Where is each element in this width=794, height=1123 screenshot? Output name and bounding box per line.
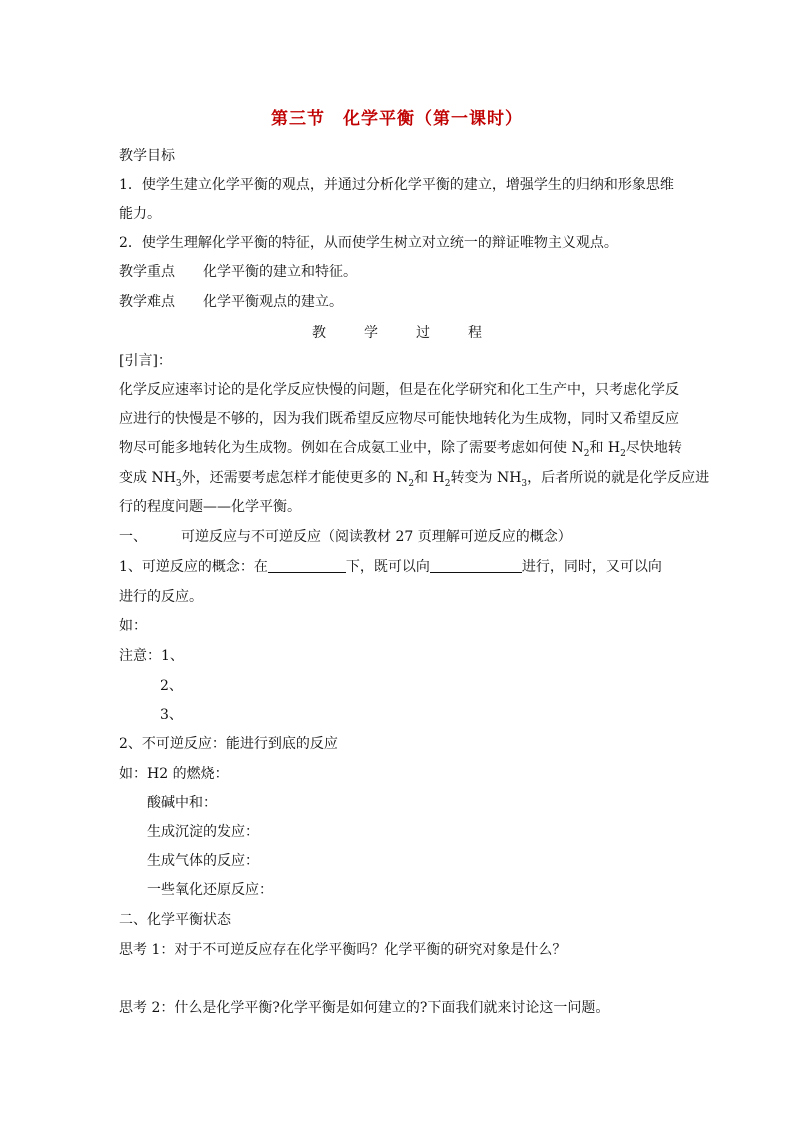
irreversible-definition: 2、不可逆反应：能进行到底的反应 bbox=[119, 736, 338, 752]
key-point-text: 化学平衡的建立和特征。 bbox=[203, 264, 357, 280]
intro-4-part-e: ，后者所说的就是化学反应进 bbox=[527, 470, 710, 486]
intro-4-part-d: 转变为 NH bbox=[450, 470, 522, 486]
process-heading: 教学过程 bbox=[312, 325, 520, 341]
irreversible-example-3: 生成沉淀的发应： bbox=[147, 824, 259, 840]
objectives-heading: 教学目标 bbox=[119, 148, 175, 164]
page-title: 第三节 化学平衡（第一课时） bbox=[271, 109, 523, 129]
irreversible-example-2: 酸碱中和： bbox=[147, 795, 217, 811]
difficulty-label: 教学难点 bbox=[119, 294, 175, 310]
subscript: 3 bbox=[175, 478, 182, 489]
intro-line-3 bbox=[119, 438, 682, 464]
intro-4-part-b: 外，还需要考虑怎样才能使更多的 N bbox=[181, 470, 409, 486]
think-question-2: 思考 2：什么是化学平衡?化学平衡是如何建立的?下面我们就来讨论这一问题。 bbox=[119, 1000, 610, 1016]
reversible-definition bbox=[119, 557, 662, 577]
objective-2: 2．使学生理解化学平衡的特征，从而使学生树立对立统一的辩证唯物主义观点。 bbox=[119, 235, 618, 251]
irreversible-example-4: 生成气体的反应： bbox=[147, 853, 259, 869]
example-label: 如： bbox=[119, 618, 147, 634]
section-2-heading: 二、化学平衡状态 bbox=[119, 912, 231, 928]
reversible-part-a: 1、可逆反应的概念：在 bbox=[119, 559, 268, 575]
fill-blank-condition[interactable] bbox=[268, 558, 346, 573]
intro-label: [引言]： bbox=[119, 353, 172, 369]
subscript: 2 bbox=[620, 448, 626, 459]
key-point-row bbox=[119, 262, 357, 282]
section-1-number: 一、 bbox=[119, 529, 147, 545]
section-1-heading bbox=[119, 527, 572, 547]
subscript: 2 bbox=[444, 478, 451, 489]
intro-3-part-b: 和 H bbox=[589, 440, 621, 456]
intro-line-1: 化学反应速率讨论的是化学反应快慢的问题，但是在化学研究和化工生产中，只考虑化学反 bbox=[119, 382, 679, 398]
reversible-part-b: 下，既可以向 bbox=[345, 559, 430, 575]
intro-3-part-a: 物尽可能多地转化为生成物。例如在合成氨工业中，除了需要考虑如何使 N bbox=[119, 440, 584, 456]
subscript: 3 bbox=[521, 478, 528, 489]
intro-4-part-c: 和 H bbox=[414, 470, 445, 486]
difficulty-text: 化学平衡观点的建立。 bbox=[203, 294, 343, 310]
objective-1-line-1: 1．使学生建立化学平衡的观点，并通过分析化学平衡的建立，增强学生的归纳和形象思维 bbox=[119, 177, 674, 193]
intro-line-4 bbox=[119, 468, 709, 494]
note-1: 注意：1、 bbox=[119, 648, 184, 664]
reversible-part-c: 进行，同时，又可以向 bbox=[521, 559, 662, 575]
subscript: 2 bbox=[408, 478, 415, 489]
subscript: 2 bbox=[583, 448, 590, 459]
reversible-definition-end: 进行的反应。 bbox=[119, 589, 203, 605]
note-3: 3、 bbox=[160, 707, 183, 723]
irreversible-example-5: 一些氧化还原反应： bbox=[147, 882, 273, 898]
think-question-1: 思考 1：对于不可逆反应存在化学平衡吗？化学平衡的研究对象是什么？ bbox=[119, 942, 567, 958]
intro-4-part-a: 变成 NH bbox=[119, 470, 176, 486]
key-point-label: 教学重点 bbox=[119, 264, 175, 280]
intro-line-2: 应进行的快慢是不够的，因为我们既希望反应物尽可能快地转化为生成物，同时又希望反应 bbox=[119, 411, 679, 427]
intro-3-part-c: 尽快地转 bbox=[625, 440, 682, 456]
fill-blank-direction[interactable] bbox=[430, 558, 522, 573]
note-2: 2、 bbox=[160, 678, 183, 694]
section-1-title: 可逆反应与不可逆反应（阅读教材 27 页理解可逆反应的概念） bbox=[181, 529, 572, 545]
intro-line-5: 行的程度问题——化学平衡。 bbox=[119, 499, 301, 515]
difficulty-row bbox=[119, 292, 343, 312]
irreversible-example-1: 如：H2 的燃烧： bbox=[119, 766, 229, 782]
objective-1-line-2: 能力。 bbox=[119, 206, 161, 222]
